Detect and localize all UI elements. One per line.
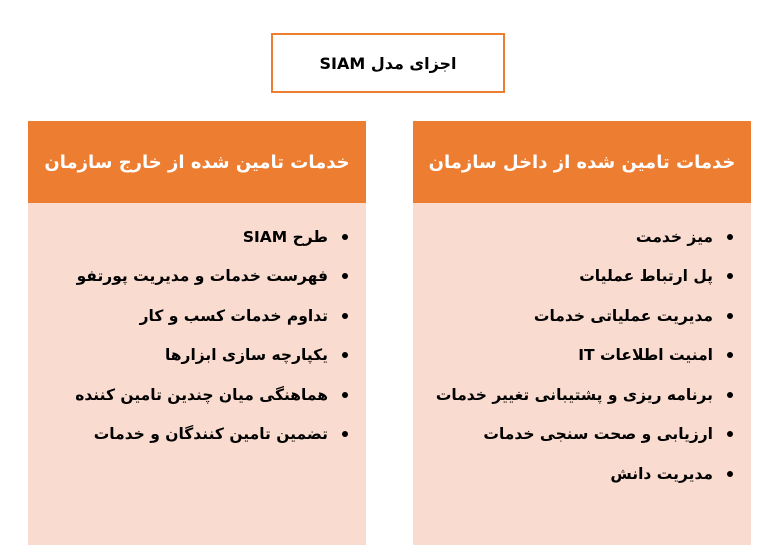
list-item-label: میز خدمت (635, 227, 713, 246)
bullet-icon (342, 352, 348, 358)
bullet-icon (727, 392, 733, 398)
diagram-title: اجزای مدل SIAM (319, 53, 457, 73)
external-services-column (28, 121, 366, 545)
internal-services-column (413, 121, 751, 545)
list-item (423, 336, 733, 376)
list-item-label: هماهنگی میان چندین تامین کننده (75, 385, 328, 404)
internal-services-header: خدمات تامین شده از داخل سازمان (413, 121, 751, 203)
bullet-icon (727, 471, 733, 477)
list-item (423, 257, 733, 297)
list-item (423, 217, 733, 257)
list-item (423, 454, 733, 494)
list-item-label: یکپارچه سازی ابزارها (164, 346, 328, 365)
list-item-label: مدیریت عملیاتی خدمات (533, 306, 713, 325)
diagram-title-box (271, 33, 505, 93)
list-item (423, 415, 733, 455)
list-item-label: تداوم خدمات کسب و کار (139, 306, 328, 325)
list-item (38, 375, 348, 415)
bullet-icon (342, 313, 348, 319)
external-services-header: خدمات تامین شده از خارج سازمان (28, 121, 366, 203)
list-item (423, 375, 733, 415)
bullet-icon (342, 392, 348, 398)
list-item-label: طرح SIAM (242, 227, 328, 246)
bullet-icon (342, 431, 348, 437)
bullet-icon (727, 273, 733, 279)
external-services-list (28, 203, 366, 454)
list-item-label: ارزیابی و صحت سنجی خدمات (483, 425, 713, 444)
list-item (38, 415, 348, 455)
list-item (38, 217, 348, 257)
list-item-label: پل ارتباط عملیات (579, 267, 713, 286)
bullet-icon (342, 273, 348, 279)
list-item-label: تضمین تامین کنندگان و خدمات (93, 425, 328, 444)
bullet-icon (727, 234, 733, 240)
bullet-icon (727, 352, 733, 358)
list-item (423, 296, 733, 336)
list-item-label: امنیت اطلاعات IT (578, 346, 713, 365)
bullet-icon (342, 234, 348, 240)
internal-services-list (413, 203, 751, 494)
list-item-label: فهرست خدمات و مدیریت پورتفو (76, 267, 328, 286)
bullet-icon (727, 431, 733, 437)
list-item-label: مدیریت دانش (610, 464, 713, 483)
list-item (38, 257, 348, 297)
list-item-label: برنامه ریزی و پشتیبانی تغییر خدمات (435, 385, 713, 404)
list-item (38, 336, 348, 376)
list-item (38, 296, 348, 336)
bullet-icon (727, 313, 733, 319)
